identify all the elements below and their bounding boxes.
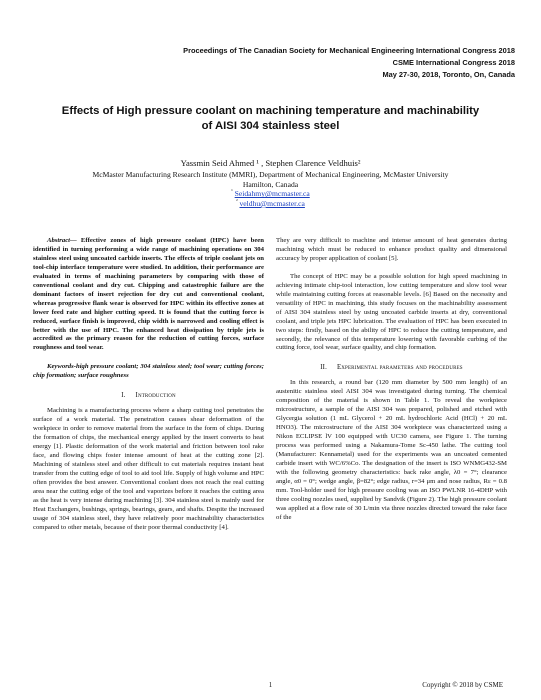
conference-line-3: May 27-30, 2018, Toronto, On, Canada [382, 70, 515, 79]
author-affiliation: McMaster Manufacturing Research Institute (MMRI), Department of Mechanical Engineering, McMaster University [92, 170, 449, 179]
abstract-text: Effective zones of high pressure coolant (HPC) have been identified in turning performing a wide range of machining operations on 304 stainless steel using uncoated carbide inserts. The effects of triple coolant jets on tool-chip interface temperature were studied. In addition, their performance are evaluated in terms of machining parameters by comparing with those of conventional coolant and dry cut. Chipping and catastrophic failure are the dominant factors of insert rejection for dry cut and conventional coolant, whereas progressive flank wear is observed for HPC within its effective zones at lower feed rate and higher cutting speed. It is found that the cutting force is reduced, surface finish is improved, chip width is narrowed and cooling effect is better with the use of HPC. The enhanced heat dissipation by triple jets is accredited as the primary reason for the reduction of cutting forces, surface roughness and tool wear. [33, 237, 264, 352]
section-2-title: Experimental parameters and procedures [336, 364, 463, 372]
conference-line-1: Proceedings of The Canadian Society for Mechanical Engineering International Congress 2018 [183, 46, 515, 55]
author-block [40, 158, 501, 208]
author-names: Yassmin Seid Ahmed ¹ , Stephen Clarence Veldhuis² [180, 158, 361, 168]
author-email-2-row [40, 199, 501, 209]
email-1-mark: ¹ [231, 189, 233, 195]
experimental-paragraph-1: In this research, a round bar (120 mm diameter by 500 mm length) of an austenitic stainless steel AISI 304 was investigated during turning. The chemical composition of the material is shown in Table 1. To reveal the workpiece microstructure, a sample of the AISI 304 was prepared, polished and etched with Glycergia solution (1 mL Glycerol + 20 mL hydrochloric Acid (HCl) + 20 mL HNO3). The microstructure of the AISI 304 workpiece was characterized using a Nikon ECLIPSE lV 100 equipped with UC30 camera, see Figure 1. The turning process was performed using a Nakamura-Tome Sc-450 lathe. The cutting tool (Manufacturer: Kennametal) used for the experiments was an uncoated cemented carbide insert with WC/6%Co. The designation of the insert is ISO WNMG432-SM with the following geometry characteristics: back rake angle, λ0 = 7°; clearance angle, α0 = 0°; wedge angle, β=82°; edge radius, r=34 μm and nose radius, Rε = 0.8 mm. Tool-holder used for high pressure cooling was an ISO PWLNR 16-4DHP with three cooling nozzles used, supplied by Sandvik (Figure 2). The high pressure coolant was applied at a flow rate of 30 L/min via three nozzles directed toward the rake face of the [276, 379, 507, 521]
conference-line-2: CSME International Congress 2018 [392, 58, 515, 67]
paper-title [30, 104, 511, 134]
section-heading-experimental [276, 364, 507, 373]
author-city: Hamilton, Canada [242, 179, 299, 189]
paper-title-line-1: Effects of High pressure coolant on machining temperature and machinability [61, 105, 480, 117]
abstract-label: Abstract— [47, 237, 77, 244]
author-email-1-row [40, 189, 501, 199]
page-number: 1 [268, 681, 273, 689]
introduction-paragraph-2: They are very difficult to machine and intense amount of heat generates during machining which must be reduced to enhance product quality and dimensional accuracy by proper application of coolant [5]. [276, 237, 507, 262]
keywords-paragraph: Keywords-high pressure coolant; 304 stainless steel; tool wear; cutting forces; chip formation; surface roughness [33, 363, 264, 380]
copyright-notice: Copyright © 2018 by CSME [422, 681, 503, 689]
section-1-title: Introduction [135, 392, 176, 400]
right-column [276, 237, 507, 523]
section-heading-introduction [33, 392, 264, 401]
email-2-mark: ² [236, 199, 238, 205]
author-email-2-link[interactable]: veldhu@mcmaster.ca [239, 198, 305, 208]
introduction-paragraph-3: The concept of HPC may be a possible solution for high speed machining in achieving intimate chip-tool interaction, low cutting temperature and slow tool wear while maintaining cutting forces at reasonable levels. [6] Based on the necessity and versatility of HPC in machining, this study focuses on the machinability assessment of AISI 304 stainless steel by using uncoated carbide inserts at dry, conventional coolant, and triple jets HPC lubrication. The evaluation of HPC has been executed in two steps: firstly, based on the ability of HPC to reduce the cutting temperature, and secondly, the relevance of this temperature lowering with favorable curbing of the cutting force, tool wear, surface quality, and chip formation. [276, 272, 507, 352]
introduction-paragraph-1: Machining is a manufacturing process where a sharp cutting tool penetrates the surface of a work material. The penetration causes shear deformation of the workpiece in order to remove material from the surface in the form of chips. During the formation of chips, the mechanical energy applied by the insert converts to heat energy [1]. Plastic deformation of the work material and friction between tool rake face, and flowing chips foster intense amount of heat at the cutting zone [2]. Machining of stainless steel and other difficult to cut materials requires instant heat transfer from the cutting edge of tool to aid tool life. Supply of high volume and HPC often provides the best answer. Conventional coolant does not reach the real cutting area near the cutting edge of the tool and vaporizes before it reaches the cutting area as the heat is very intense during machining [3]. 304 stainless steel is mainly used for Heat Exchangers, bushings, springs, bearings, gears, and shafts. Despite the increased usage of 304 stainless steel, they have relatively poor machinability characteristics compared to other metals, because of their poor thermal conductivity [4]. [33, 407, 264, 531]
paper-title-line-2: of AISI 304 stainless steel [201, 120, 340, 132]
section-2-number: II. [320, 364, 327, 372]
abstract-paragraph [33, 237, 264, 353]
left-column [33, 237, 264, 533]
section-1-number: I. [121, 392, 126, 400]
conference-header [45, 45, 515, 81]
author-email-1-link[interactable]: Seidahmy@mcmaster.ca [234, 189, 310, 199]
